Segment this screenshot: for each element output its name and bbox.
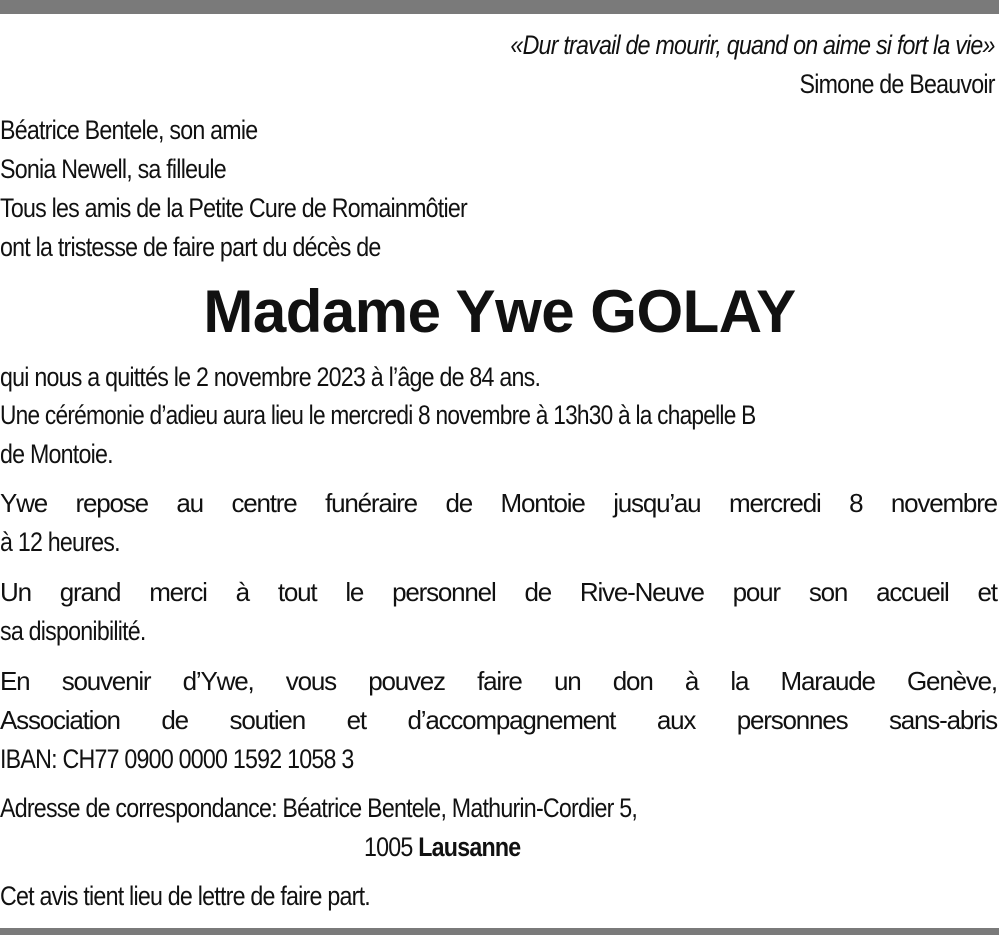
p4-line-3-iban: IBAN: CH77 0900 0000 1592 1058 3: [0, 744, 354, 774]
word: de: [445, 488, 472, 518]
p1-line-3: de Montoie.: [0, 439, 113, 469]
p1-line-1: qui nous a quittés le 2 novembre 2023 à l’âge de 84 ans.: [0, 362, 541, 392]
word: faire: [477, 666, 522, 696]
p2-line-2: à 12 heures.: [0, 527, 120, 557]
closing-line: Cet avis tient lieu de lettre de faire part.: [0, 881, 370, 911]
word: de: [524, 577, 551, 607]
word: son: [808, 577, 848, 607]
word: aux: [656, 705, 696, 735]
word: Rive-Neuve: [579, 577, 704, 607]
word: jusqu’au: [613, 488, 701, 518]
word: et: [977, 577, 997, 607]
announcer-line-1: Béatrice Bentele, son amie: [0, 115, 258, 145]
word: vous: [285, 666, 336, 696]
announcer-line-4: ont la tristesse de faire part du décès de: [0, 232, 381, 262]
word: merci: [149, 577, 207, 607]
word: funéraire: [325, 488, 417, 518]
p3-line-2: sa disponibilité.: [0, 616, 146, 646]
p4-line-2: [0, 701, 997, 739]
announcer-line-2: Sonia Newell, sa filleule: [0, 154, 226, 184]
p2-line-1: [0, 484, 997, 522]
word: le: [345, 577, 364, 607]
word: souvenir: [61, 666, 151, 696]
word: accueil: [876, 577, 949, 607]
word: Ywe: [0, 488, 47, 518]
word: don: [612, 666, 653, 696]
word: pour: [732, 577, 780, 607]
bottom-border-rule: [0, 928, 999, 935]
word: de: [161, 705, 188, 735]
address-line-2: [364, 828, 520, 866]
word: Genève,: [907, 666, 997, 696]
word: un: [553, 666, 581, 696]
word: En: [0, 666, 30, 696]
word: mercredi: [729, 488, 821, 518]
word: pouvez: [368, 666, 445, 696]
word: à: [684, 666, 699, 696]
word: Maraude: [780, 666, 875, 696]
word: soutien: [229, 705, 305, 735]
word: Association: [0, 705, 120, 735]
word: personnes: [736, 705, 848, 735]
word: et: [346, 705, 366, 735]
word: centre: [231, 488, 297, 518]
top-border-rule: [0, 0, 999, 14]
word: à: [235, 577, 249, 607]
address-line-1: Adresse de correspondance: Béatrice Bentele, Mathurin-Cordier 5,: [0, 793, 638, 823]
epigraph-author: Simone de Beauvoir: [799, 69, 995, 99]
word: sans-abris: [888, 705, 997, 735]
word: Montoie: [500, 488, 585, 518]
word: la: [730, 666, 749, 696]
p4-line-1: [0, 662, 997, 700]
word: grand: [59, 577, 121, 607]
word: d’Ywe,: [182, 666, 254, 696]
word: repose: [75, 488, 148, 518]
word: Un: [0, 577, 31, 607]
word: 8: [849, 488, 863, 518]
p3-line-1: [0, 573, 997, 611]
word: personnel: [392, 577, 496, 607]
word: novembre: [890, 488, 997, 518]
word: d’accompagnement: [407, 705, 616, 735]
announcer-line-3: Tous les amis de la Petite Cure de Romainmôtier: [0, 193, 467, 223]
deceased-name: Madame Ywe GOLAY: [203, 278, 796, 345]
address-city: Lausanne: [418, 832, 521, 862]
address-postcode: 1005: [364, 832, 413, 862]
p1-line-2: Une cérémonie d’adieu aura lieu le mercredi 8 novembre à 13h30 à la chapelle B: [0, 400, 756, 430]
word: au: [176, 488, 203, 518]
word: tout: [277, 577, 317, 607]
epigraph-quote: «Dur travail de mourir, quand on aime si fort la vie»: [510, 30, 995, 60]
